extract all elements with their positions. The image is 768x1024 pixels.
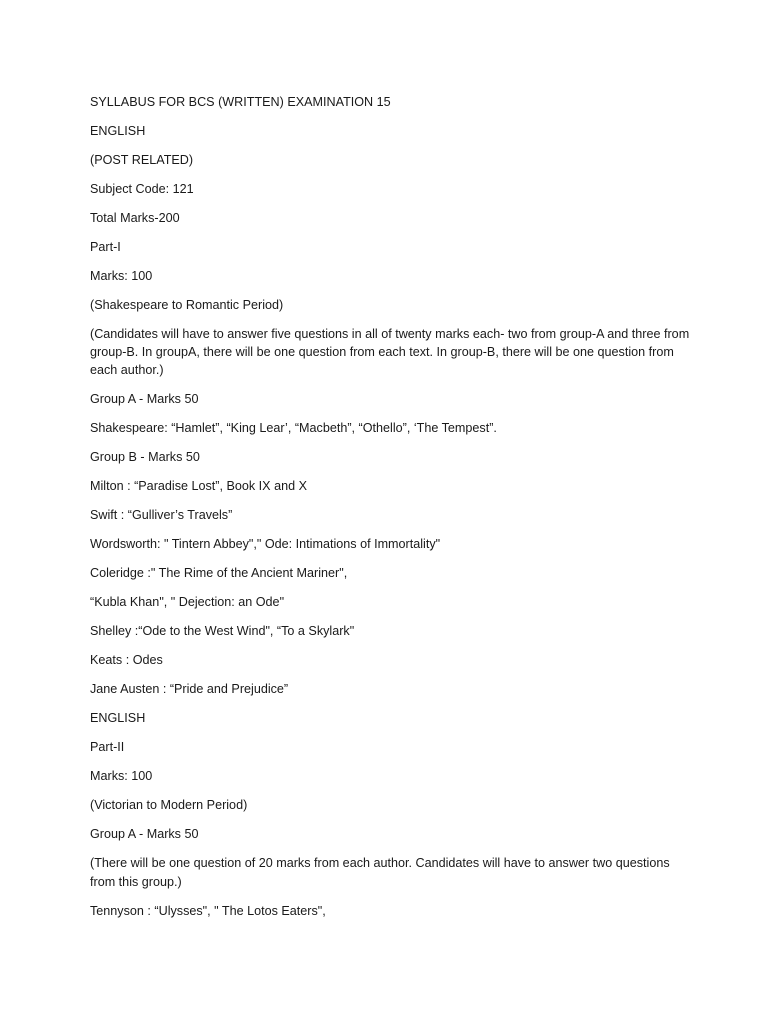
syllabus-title: SYLLABUS FOR BCS (WRITTEN) EXAMINATION 15 <box>90 95 391 109</box>
milton-texts: Milton : “Paradise Lost”, Book IX and X <box>90 479 307 494</box>
subject-heading: ENGLISH <box>90 124 146 138</box>
part-2-marks: Marks: 100 <box>90 769 153 784</box>
part-2-period: (Victorian to Modern Period) <box>90 798 248 813</box>
coleridge-texts: Coleridge :" The Rime of the Ancient Mariner", <box>90 566 348 581</box>
austen-texts: Jane Austen : “Pride and Prejudice” <box>90 682 289 697</box>
subject-code: Subject Code: 121 <box>90 182 194 196</box>
total-marks: Total Marks-200 <box>90 211 180 225</box>
post-related-note: (POST RELATED) <box>90 153 194 167</box>
tennyson-texts: Tennyson : “Ulysses", " The Lotos Eaters", <box>90 903 326 918</box>
wordsworth-texts: Wordsworth: " Tintern Abbey"," Ode: Intimations of Immortality" <box>90 537 441 552</box>
part-2-heading: Part-II <box>90 740 125 755</box>
part-2-instructions: (There will be one question of 20 marks from each author. Candidates will have to answer two questions from this group.) <box>90 856 670 889</box>
document-body <box>90 93 690 931</box>
part-1-marks: Marks: 100 <box>90 269 153 283</box>
part-1-instructions: (Candidates will have to answer five questions in all of twenty marks each- two from group-A and three from group-B. In groupA, there will be one question from each text. In group-B, there will be one question from each author.) <box>90 327 690 378</box>
subject-heading-part-2: ENGLISH <box>90 711 146 726</box>
part-1-period: (Shakespeare to Romantic Period) <box>90 298 284 312</box>
shelley-texts: Shelley :“Ode to the West Wind", “To a Skylark" <box>90 624 355 639</box>
part-2-group-a-heading: Group A - Marks 50 <box>90 827 199 842</box>
part-1-heading: Part-I <box>90 240 121 254</box>
part-1-group-a-heading: Group A - Marks 50 <box>90 392 199 407</box>
part-1-group-b-heading: Group B - Marks 50 <box>90 450 200 465</box>
swift-texts: Swift : “Gulliver’s Travels” <box>90 508 233 523</box>
coleridge-texts-continued: “Kubla Khan", " Dejection: an Ode" <box>90 595 285 610</box>
shakespeare-texts: Shakespeare: “Hamlet”, “King Lear’, “Macbeth”, “Othello”, ‘The Tempest”. <box>90 421 497 436</box>
keats-texts: Keats : Odes <box>90 653 163 668</box>
